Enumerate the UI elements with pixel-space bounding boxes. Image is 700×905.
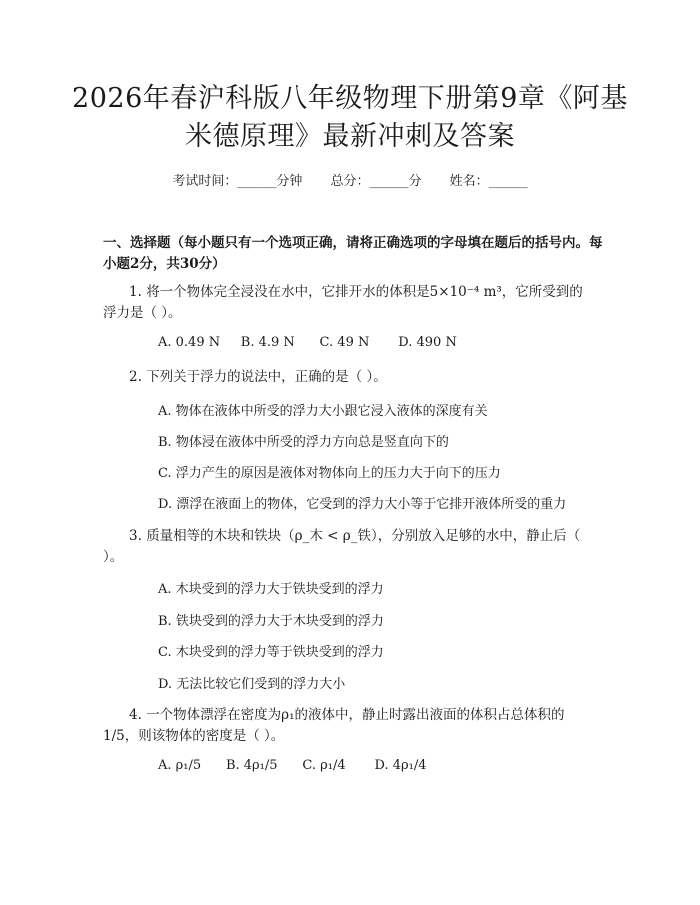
exam-time: 考试时间：______分钟 bbox=[172, 174, 303, 189]
question-3-option-a: A. 木块受到的浮力大于铁块受到的浮力 bbox=[158, 582, 384, 597]
question-2-option-c: C. 浮力产生的原因是液体对物体向上的压力大于向下的压力 bbox=[158, 466, 501, 481]
question-4-options: A. ρ₁/5 B. 4ρ₁/5 C. ρ₁/4 D. 4ρ₁/4 bbox=[158, 758, 427, 773]
question-text: 下列关于浮力的说法中，正确的是（ ）。 bbox=[146, 369, 387, 385]
question-text: 质量相等的木块和铁块（ρ_木 < ρ_铁），分别放入足够的水中，静止后（ ）。 bbox=[103, 528, 581, 565]
question-1-options: A. 0.49 N B. 4.9 N C. 49 N D. 490 N bbox=[158, 335, 457, 350]
exam-score: 总分：______分 bbox=[330, 174, 422, 189]
section-heading: 一、选择题（每小题只有一个选项正确，请将正确选项的字母填在题后的括号内。每小题2分，共30分） bbox=[103, 235, 603, 272]
question-4 bbox=[103, 705, 595, 747]
question-number: 1. bbox=[129, 284, 142, 300]
page-title: 2026年春沪科版八年级物理下册第9章《阿基米德原理》最新冲刺及答案 bbox=[72, 83, 628, 152]
question-3-option-c: C. 木块受到的浮力等于铁块受到的浮力 bbox=[158, 645, 384, 660]
question-2-option-a: A. 物体在液体中所受的浮力大小跟它浸入液体的深度有关 bbox=[158, 404, 488, 419]
question-text: 将一个物体完全浸没在水中，它排开水的体积是5×10⁻⁴ m³，它所受到的浮力是（ ）。 bbox=[103, 284, 583, 321]
question-3-option-d: D. 无法比较它们受到的浮力大小 bbox=[158, 677, 346, 692]
question-2-option-b: B. 物体浸在液体中所受的浮力方向总是竖直向下的 bbox=[158, 435, 449, 450]
question-number: 3. bbox=[129, 528, 142, 544]
exam-meta bbox=[0, 170, 700, 189]
exam-name: 姓名：______ bbox=[449, 174, 528, 189]
question-2 bbox=[103, 367, 595, 388]
question-3 bbox=[103, 526, 595, 568]
question-number: 2. bbox=[129, 369, 142, 385]
question-3-option-b: B. 铁块受到的浮力大于木块受到的浮力 bbox=[158, 614, 384, 629]
question-2-option-d: D. 漂浮在液面上的物体，它受到的浮力大小等于它排开液体所受的重力 bbox=[158, 497, 567, 512]
question-number: 4. bbox=[129, 707, 142, 723]
question-text: 一个物体漂浮在密度为ρ₁的液体中，静止时露出液面的体积占总体积的1/5，则该物体的密度是（ ）。 bbox=[103, 707, 565, 744]
question-1 bbox=[103, 282, 595, 324]
